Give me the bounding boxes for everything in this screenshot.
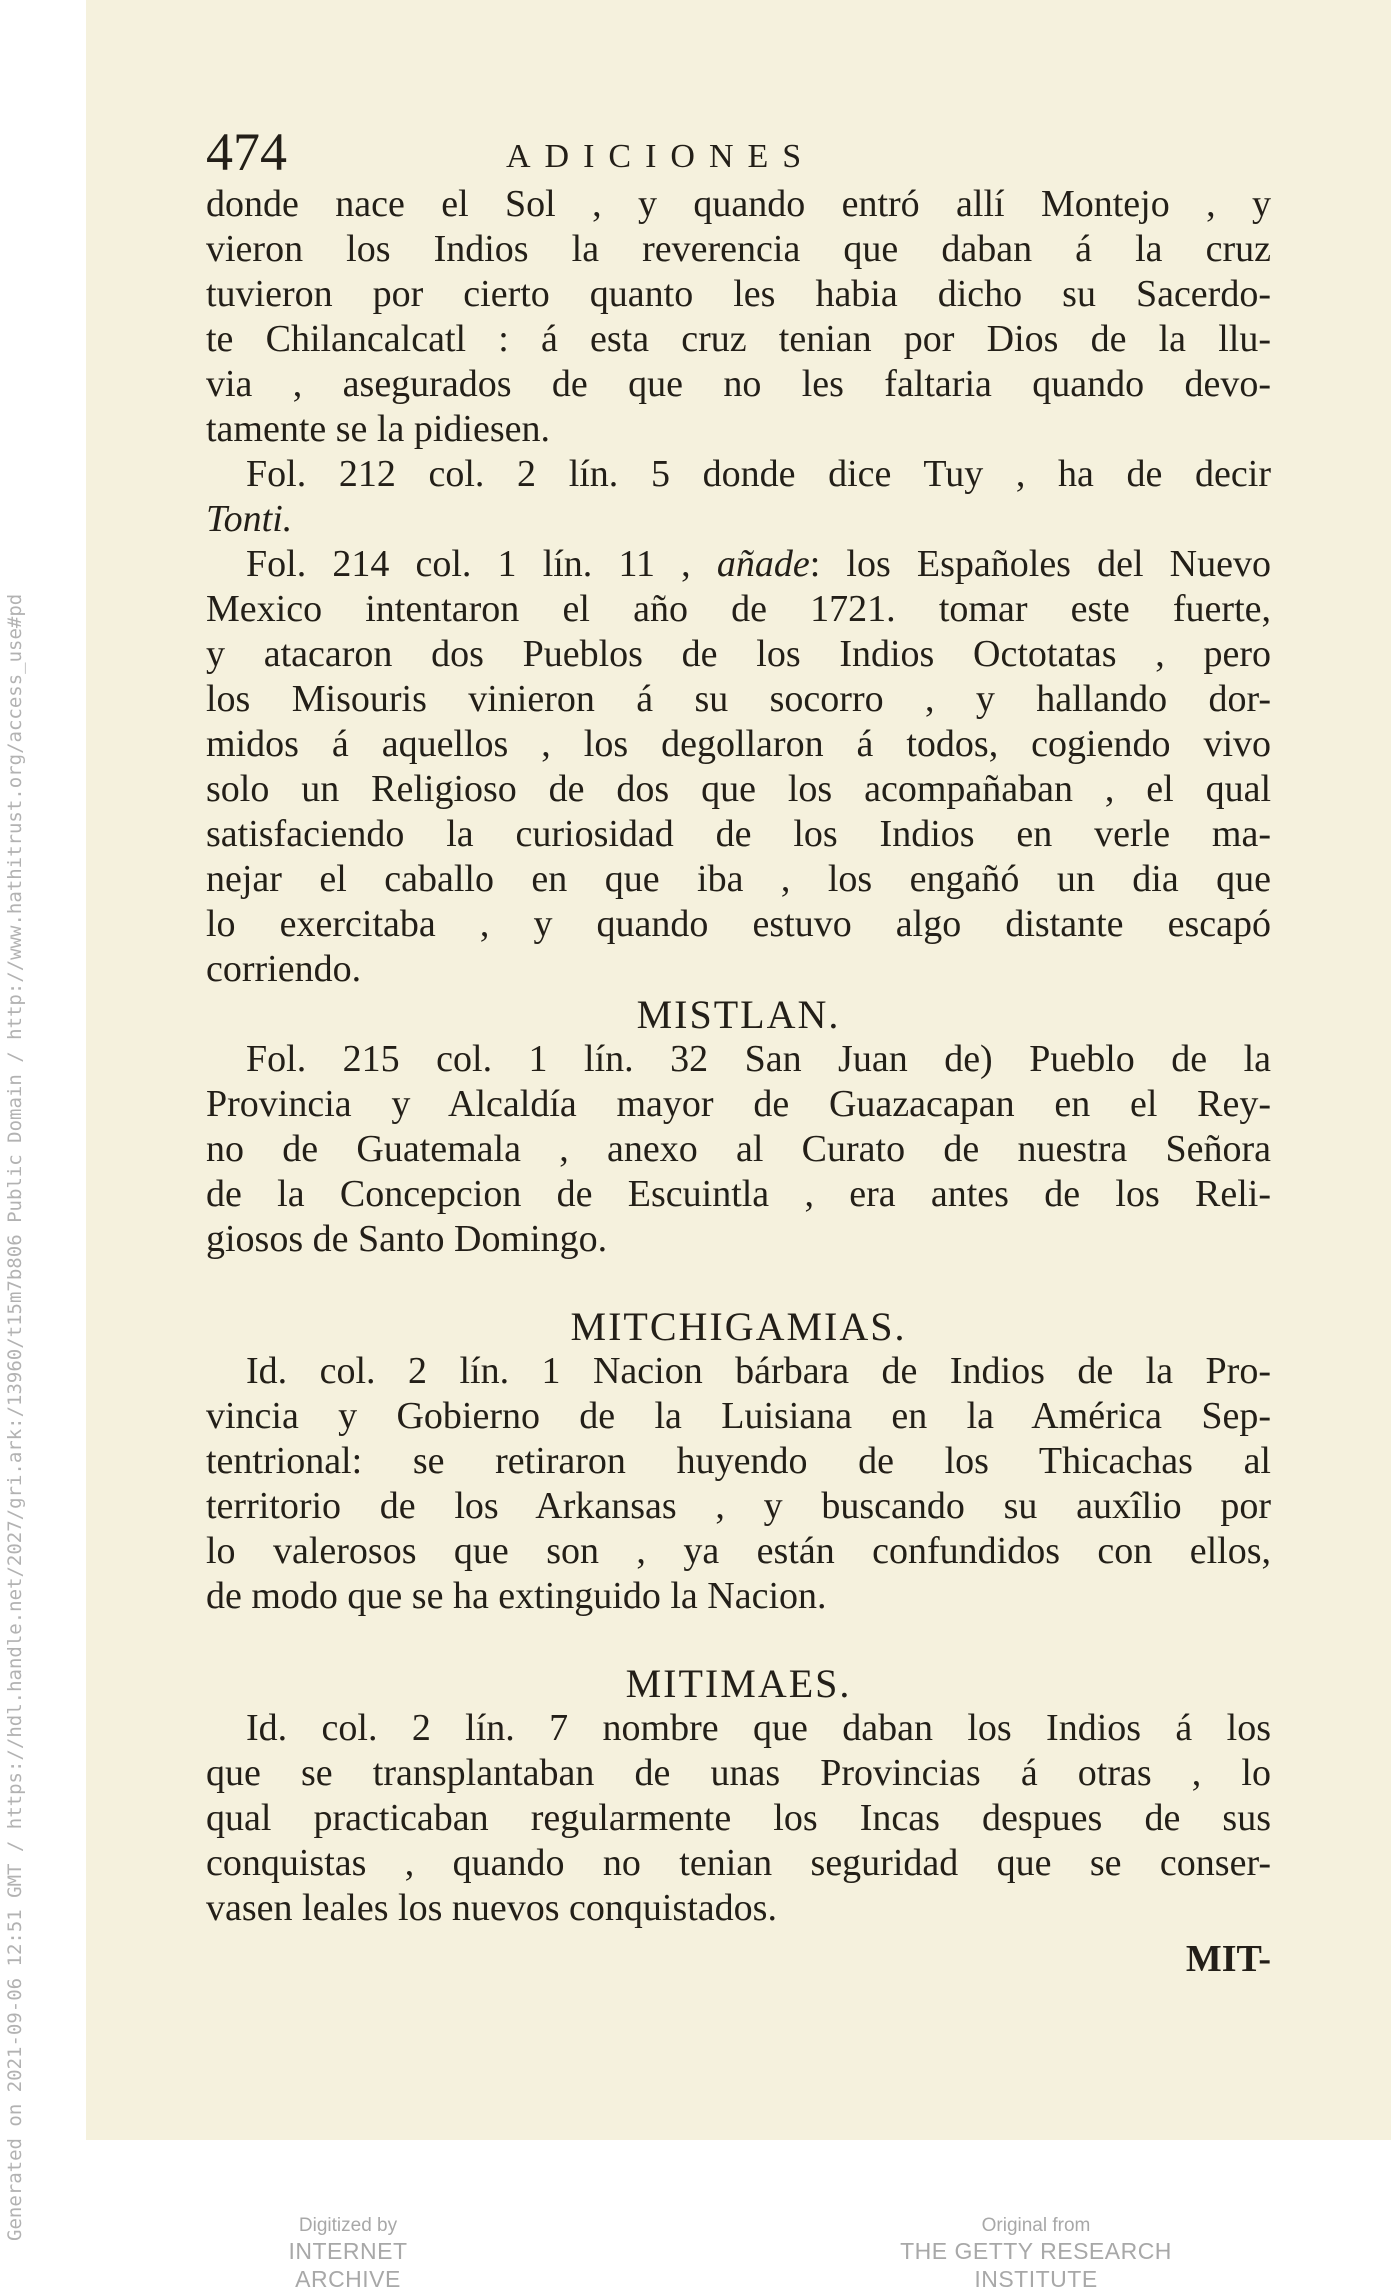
text-line: Fol. 212 col. 2 lín. 5 donde dice Tuy , ha de decir bbox=[246, 453, 1271, 495]
text-line: donde nace el Sol , y quando entró allí Montejo , y bbox=[206, 183, 1271, 225]
footer-original-source: THE GETTY RESEARCH INSTITUTE bbox=[900, 2238, 1172, 2292]
footer-digitized-source: INTERNET ARCHIVE bbox=[288, 2238, 408, 2292]
entry-heading: MISTLAN. bbox=[636, 992, 841, 1037]
footer-original bbox=[846, 2215, 1226, 2293]
page-number: 474 bbox=[206, 122, 287, 182]
spacer bbox=[206, 1619, 1271, 1661]
catchword: MIT- bbox=[1185, 1938, 1271, 1980]
text-line: tentrional: se retiraron huyendo de los Thicachas al bbox=[206, 1440, 1271, 1482]
fol214-lead: Fol. 214 col. 1 lín. 11 , bbox=[246, 543, 717, 585]
text-line: Id. col. 2 lín. 1 Nacion bárbara de Indios de la Pro- bbox=[246, 1350, 1271, 1392]
text-line: Mexico intentaron el año de 1721. tomar este fuerte, bbox=[206, 588, 1271, 630]
fol214-paragraph bbox=[206, 542, 1271, 992]
entry-mitimaes bbox=[206, 1661, 1271, 1931]
fol214-rest: : los Españoles del Nuevo bbox=[809, 543, 1271, 585]
running-head: ADICIONES bbox=[506, 138, 816, 175]
text-line: Provincia y Alcaldía mayor de Guazacapan en el Rey- bbox=[206, 1083, 1271, 1125]
fol214-italic: añade bbox=[716, 543, 810, 585]
text-line: via , asegurados de que no les faltaria quando devo- bbox=[206, 363, 1271, 405]
text-line: corriendo. bbox=[206, 948, 362, 990]
page-header bbox=[206, 122, 1271, 182]
entry-mitchigamias bbox=[206, 1304, 1271, 1619]
italic-word: Tonti. bbox=[206, 498, 293, 540]
text-line: qual practicaban regularmente los Incas despues de sus bbox=[206, 1797, 1271, 1839]
page-content bbox=[206, 122, 1271, 1982]
text-line: no de Guatemala , anexo al Curato de nuestra Señora bbox=[206, 1128, 1271, 1170]
text-line: tuvieron por cierto quanto les habia dicho su Sacerdo- bbox=[206, 273, 1271, 315]
text-line: de la Concepcion de Escuintla , era antes de los Reli- bbox=[206, 1173, 1271, 1215]
text-line: solo un Religioso de dos que los acompañaban , el qual bbox=[206, 768, 1271, 810]
entry-heading: MITCHIGAMIAS. bbox=[570, 1304, 907, 1349]
footer-digitized bbox=[238, 2215, 458, 2293]
margin-watermark bbox=[4, 593, 48, 2241]
text-line: midos á aquellos , los degollaron á todos, cogiendo vivo bbox=[206, 723, 1271, 765]
text-line bbox=[206, 542, 1271, 587]
margin-note: Generated on 2021-09-06 12:51 GMT / https://hdl.handle.net/2027/gri.ark:/13960/t15m7b806 Public Domain / http://www.hathitrust.org/access_use#pd bbox=[4, 593, 26, 2241]
text-line: Fol. 215 col. 1 lín. 32 San Juan de) Pueblo de la bbox=[246, 1038, 1271, 1080]
fol212-paragraph bbox=[206, 452, 1271, 542]
intro-paragraph bbox=[206, 182, 1271, 452]
text-line: satisfaciendo la curiosidad de los Indios en verle ma- bbox=[206, 813, 1271, 855]
text-line: los Misouris vinieron á su socorro , y hallando dor- bbox=[206, 678, 1271, 720]
text-line: te Chilancalcatl : á esta cruz tenian por Dios de la llu- bbox=[206, 318, 1271, 360]
text-line: territorio de los Arkansas , y buscando su auxîlio por bbox=[206, 1485, 1271, 1527]
entry-heading: MITIMAES. bbox=[625, 1661, 852, 1706]
text-line: lo exercitaba , y quando estuvo algo distante escapó bbox=[206, 903, 1271, 945]
text-line: conquistas , quando no tenian seguridad que se conser- bbox=[206, 1842, 1271, 1884]
spacer bbox=[206, 1262, 1271, 1304]
book-page bbox=[86, 0, 1391, 2140]
text-line: lo valerosos que son , ya están confundidos con ellos, bbox=[206, 1530, 1271, 1572]
text-line: giosos de Santo Domingo. bbox=[206, 1218, 608, 1260]
text-line: nejar el caballo en que iba , los engañó un dia que bbox=[206, 858, 1271, 900]
text-line: y atacaron dos Pueblos de los Indios Octotatas , pero bbox=[206, 633, 1271, 675]
entry-mistlan bbox=[206, 992, 1271, 1262]
text-line: que se transplantaban de unas Provincias á otras , lo bbox=[206, 1752, 1271, 1794]
text-line: vasen leales los nuevos conquistados. bbox=[206, 1887, 777, 1929]
text-line: Id. col. 2 lín. 7 nombre que daban los Indios á los bbox=[246, 1707, 1271, 1749]
footer-original-label: Original from bbox=[981, 2215, 1091, 2236]
text-line: tamente se la pidiesen. bbox=[206, 408, 550, 450]
text-line: de modo que se ha extinguido la Nacion. bbox=[206, 1575, 827, 1617]
text-line: vincia y Gobierno de la Luisiana en la América Sep- bbox=[206, 1395, 1271, 1437]
footer-digitized-label: Digitized by bbox=[298, 2215, 398, 2236]
text-line: vieron los Indios la reverencia que daban á la cruz bbox=[206, 228, 1271, 270]
